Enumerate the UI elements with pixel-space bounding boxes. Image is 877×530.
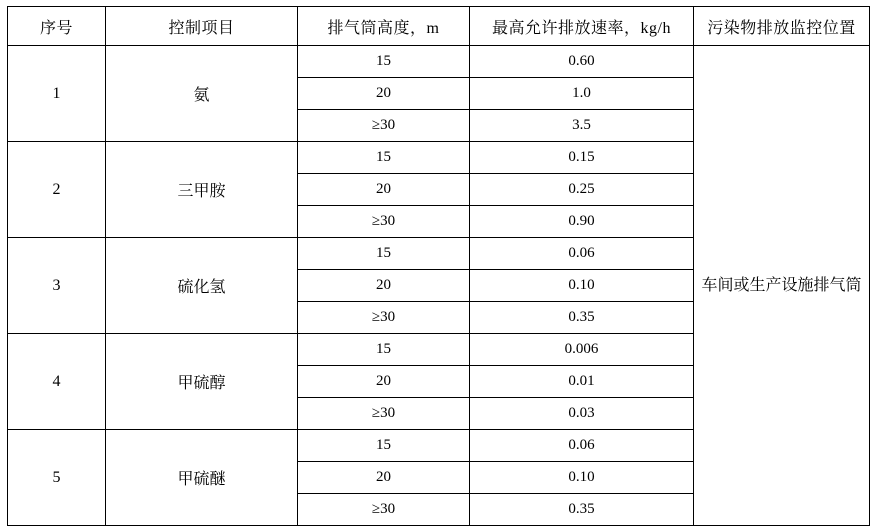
cell-rate: 3.5	[470, 110, 694, 142]
cell-rate: 1.0	[470, 78, 694, 110]
cell-no: 3	[8, 238, 106, 334]
cell-rate: 0.60	[470, 46, 694, 78]
cell-monitor-position: 车间或生产设施排气筒	[694, 46, 870, 526]
cell-height: 15	[298, 46, 470, 78]
cell-height: ≥30	[298, 206, 470, 238]
column-header-no: 序号	[8, 7, 106, 46]
cell-height: 20	[298, 78, 470, 110]
cell-rate: 0.01	[470, 366, 694, 398]
column-header-stack-height: 排气筒高度，m	[298, 7, 470, 46]
cell-height: 20	[298, 174, 470, 206]
cell-height: 15	[298, 238, 470, 270]
cell-rate: 0.03	[470, 398, 694, 430]
column-header-max-rate: 最高允许排放速率，kg/h	[470, 7, 694, 46]
cell-no: 2	[8, 142, 106, 238]
cell-item: 甲硫醇	[106, 334, 298, 430]
cell-rate: 0.006	[470, 334, 694, 366]
cell-height: 15	[298, 142, 470, 174]
cell-no: 5	[8, 430, 106, 526]
cell-height: 15	[298, 430, 470, 462]
column-header-monitor-position: 污染物排放监控位置	[694, 7, 870, 46]
cell-height: ≥30	[298, 302, 470, 334]
cell-height: ≥30	[298, 110, 470, 142]
cell-height: 20	[298, 270, 470, 302]
cell-height: ≥30	[298, 494, 470, 526]
table-header-row	[8, 7, 870, 46]
cell-rate: 0.25	[470, 174, 694, 206]
cell-rate: 0.10	[470, 270, 694, 302]
cell-height: 20	[298, 462, 470, 494]
cell-rate: 0.35	[470, 494, 694, 526]
table-body	[8, 46, 870, 526]
cell-item: 氨	[106, 46, 298, 142]
cell-item: 甲硫醚	[106, 430, 298, 526]
cell-height: 20	[298, 366, 470, 398]
cell-rate: 0.90	[470, 206, 694, 238]
column-header-item: 控制项目	[106, 7, 298, 46]
emission-limits-table	[7, 6, 870, 526]
cell-rate: 0.06	[470, 238, 694, 270]
table-header	[8, 7, 870, 46]
cell-rate: 0.06	[470, 430, 694, 462]
cell-no: 4	[8, 334, 106, 430]
cell-item: 硫化氢	[106, 238, 298, 334]
table-row	[8, 46, 870, 78]
cell-height: 15	[298, 334, 470, 366]
cell-height: ≥30	[298, 398, 470, 430]
cell-no: 1	[8, 46, 106, 142]
cell-item: 三甲胺	[106, 142, 298, 238]
cell-rate: 0.15	[470, 142, 694, 174]
cell-rate: 0.10	[470, 462, 694, 494]
cell-rate: 0.35	[470, 302, 694, 334]
